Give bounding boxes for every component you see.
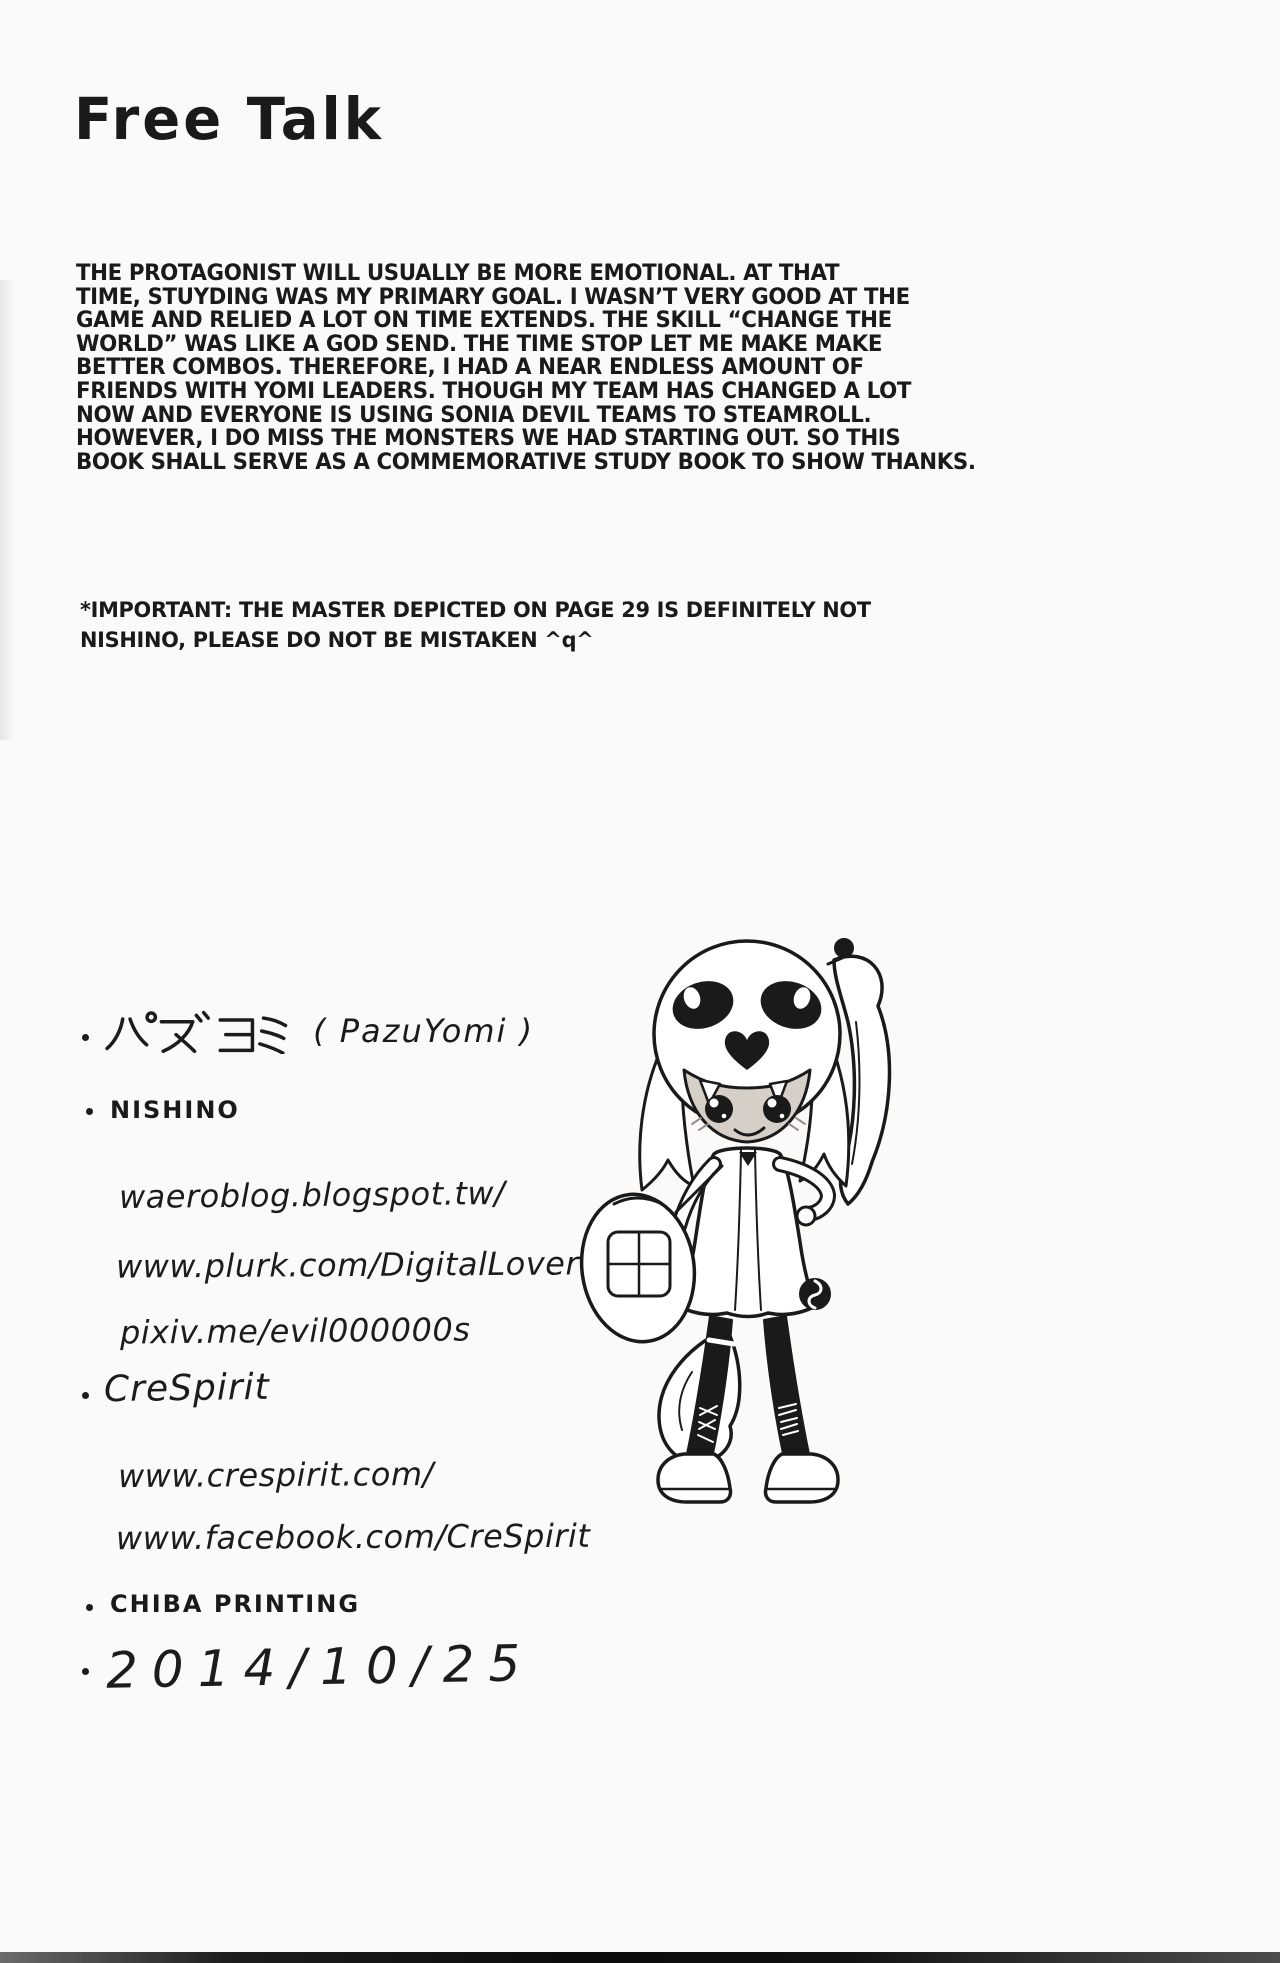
studio-link-site: www.crespirit.com/ (117, 1454, 434, 1496)
credit-artist-name: NISHINO (110, 1096, 240, 1124)
paragraph-line: TIME, STUYDING WAS MY PRIMARY GOAL. I WASN’T VERY GOOD AT THE (76, 284, 910, 310)
pazuyomi-latin: ( PazuYomi ) (313, 1012, 535, 1050)
scan-edge-smudge (0, 280, 16, 740)
paragraph-line: WORLD” WAS LIKE A GOD SEND. THE TIME STOP LET ME MAKE MAKE (76, 331, 883, 357)
paragraph-line: THE PROTAGONIST WILL USUALLY BE MORE EMOTIONAL. AT THAT (76, 261, 840, 286)
page-title: Free Talk (74, 86, 384, 154)
character-shoes (658, 1454, 838, 1502)
paragraph-line: NOW AND EVERYONE IS USING SONIA DEVIL TEAMS TO STEAMROLL. (76, 402, 872, 428)
bullet (82, 1034, 89, 1041)
bullet (86, 1108, 93, 1115)
artist-link-pixiv: pixiv.me/evil000000s (119, 1310, 471, 1352)
bullet (82, 1668, 89, 1675)
studio-link-facebook: www.facebook.com/CreSpirit (115, 1516, 591, 1558)
free-talk-paragraph (76, 261, 976, 475)
paragraph-line: HOWEVER, I DO MISS THE MONSTERS WE HAD STARTING OUT. SO THIS (76, 426, 901, 452)
credit-date: 2014/10/25 (105, 1634, 535, 1700)
bullet (82, 1392, 89, 1399)
pazuyomi-katakana (102, 1008, 298, 1054)
character-illustration (572, 902, 916, 1578)
artist-link-plurk: www.plurk.com/DigitalLover (115, 1244, 580, 1286)
scan-artifact-bar (0, 1952, 1280, 1963)
paragraph-line: FRIENDS WITH YOMI LEADERS. THOUGH MY TEAM HAS CHANGED A LOT (76, 378, 912, 404)
bullet (86, 1604, 93, 1611)
character-legs (687, 1316, 809, 1458)
credit-studio-name: CreSpirit (103, 1366, 270, 1411)
important-note (80, 596, 960, 656)
paragraph-line: BETTER COMBOS. THEREFORE, I HAD A NEAR ENDLESS AMOUNT OF (76, 355, 864, 381)
credit-title-pazuyomi (102, 1008, 534, 1054)
paragraph-line: GAME AND RELIED A LOT ON TIME EXTENDS. THE SKILL “CHANGE THE (76, 308, 892, 334)
artist-link-blog: waeroblog.blogspot.tw/ (118, 1173, 506, 1217)
note-line: NISHINO, PLEASE DO NOT BE MISTAKEN ^q^ (80, 628, 594, 653)
note-line: *IMPORTANT: THE MASTER DEPICTED ON PAGE 29 IS DEFINITELY NOT (80, 598, 871, 623)
credit-printer-name: CHIBA PRINTING (110, 1590, 361, 1618)
paragraph-line: BOOK SHALL SERVE AS A COMMEMORATIVE STUDY BOOK TO SHOW THANKS. (76, 449, 976, 475)
